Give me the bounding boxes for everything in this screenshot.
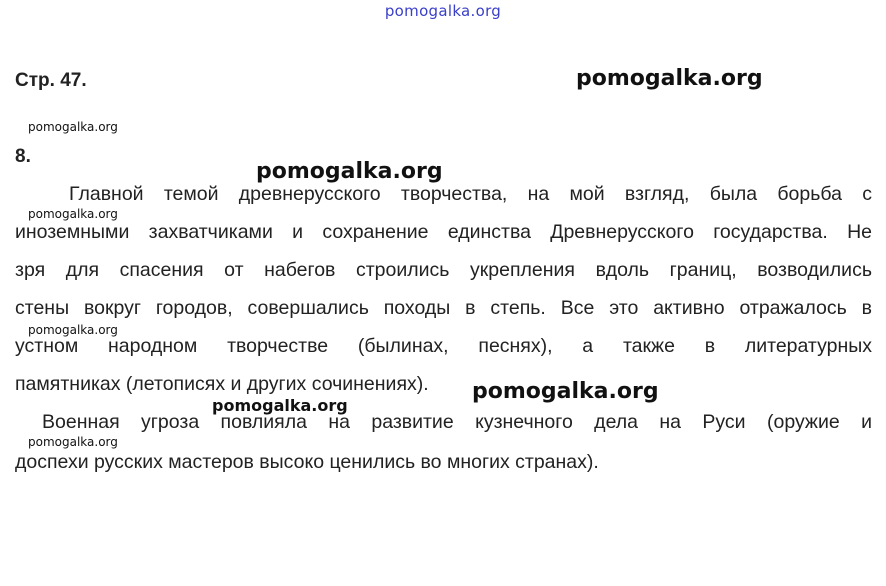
paragraph-line: доспехи русских мастеров высоко ценились во многих странах). bbox=[15, 451, 599, 473]
page-label: Стр. 47. bbox=[15, 70, 87, 91]
watermark: pomogalka.org bbox=[256, 159, 443, 184]
watermark: pomogalka.org bbox=[472, 379, 659, 404]
watermark: pomogalka.org bbox=[28, 323, 118, 337]
watermark: pomogalka.org bbox=[28, 207, 118, 221]
site-link[interactable]: pomogalka.org bbox=[384, 2, 502, 20]
watermark: pomogalka.org bbox=[212, 396, 348, 415]
paragraph-line: памятниках (летописях и других сочинениях). bbox=[15, 373, 429, 395]
paragraph-line: зря для спасения от набегов строились укрепления вдоль границ, возводились bbox=[15, 259, 872, 281]
watermark: pomogalka.org bbox=[576, 66, 763, 91]
watermark: pomogalka.org bbox=[28, 435, 118, 449]
paragraph-line: стены вокруг городов, совершались походы в степь. Все это активно отражалось в bbox=[15, 297, 872, 319]
paragraph-line: устном народном творчестве (былинах, песнях), а также в литературных bbox=[15, 335, 872, 357]
paragraph-line: иноземными захватчиками и сохранение единства Древнерусского государства. Не bbox=[15, 221, 872, 243]
task-number: 8. bbox=[15, 146, 31, 167]
paragraph-line: Военная угроза повлияла на развитие кузнечного дела на Руси (оружие и bbox=[42, 411, 872, 433]
paragraph-line: Главной темой древнерусского творчества, на мой взгляд, была борьба с bbox=[69, 183, 872, 205]
watermark: pomogalka.org bbox=[28, 120, 118, 134]
